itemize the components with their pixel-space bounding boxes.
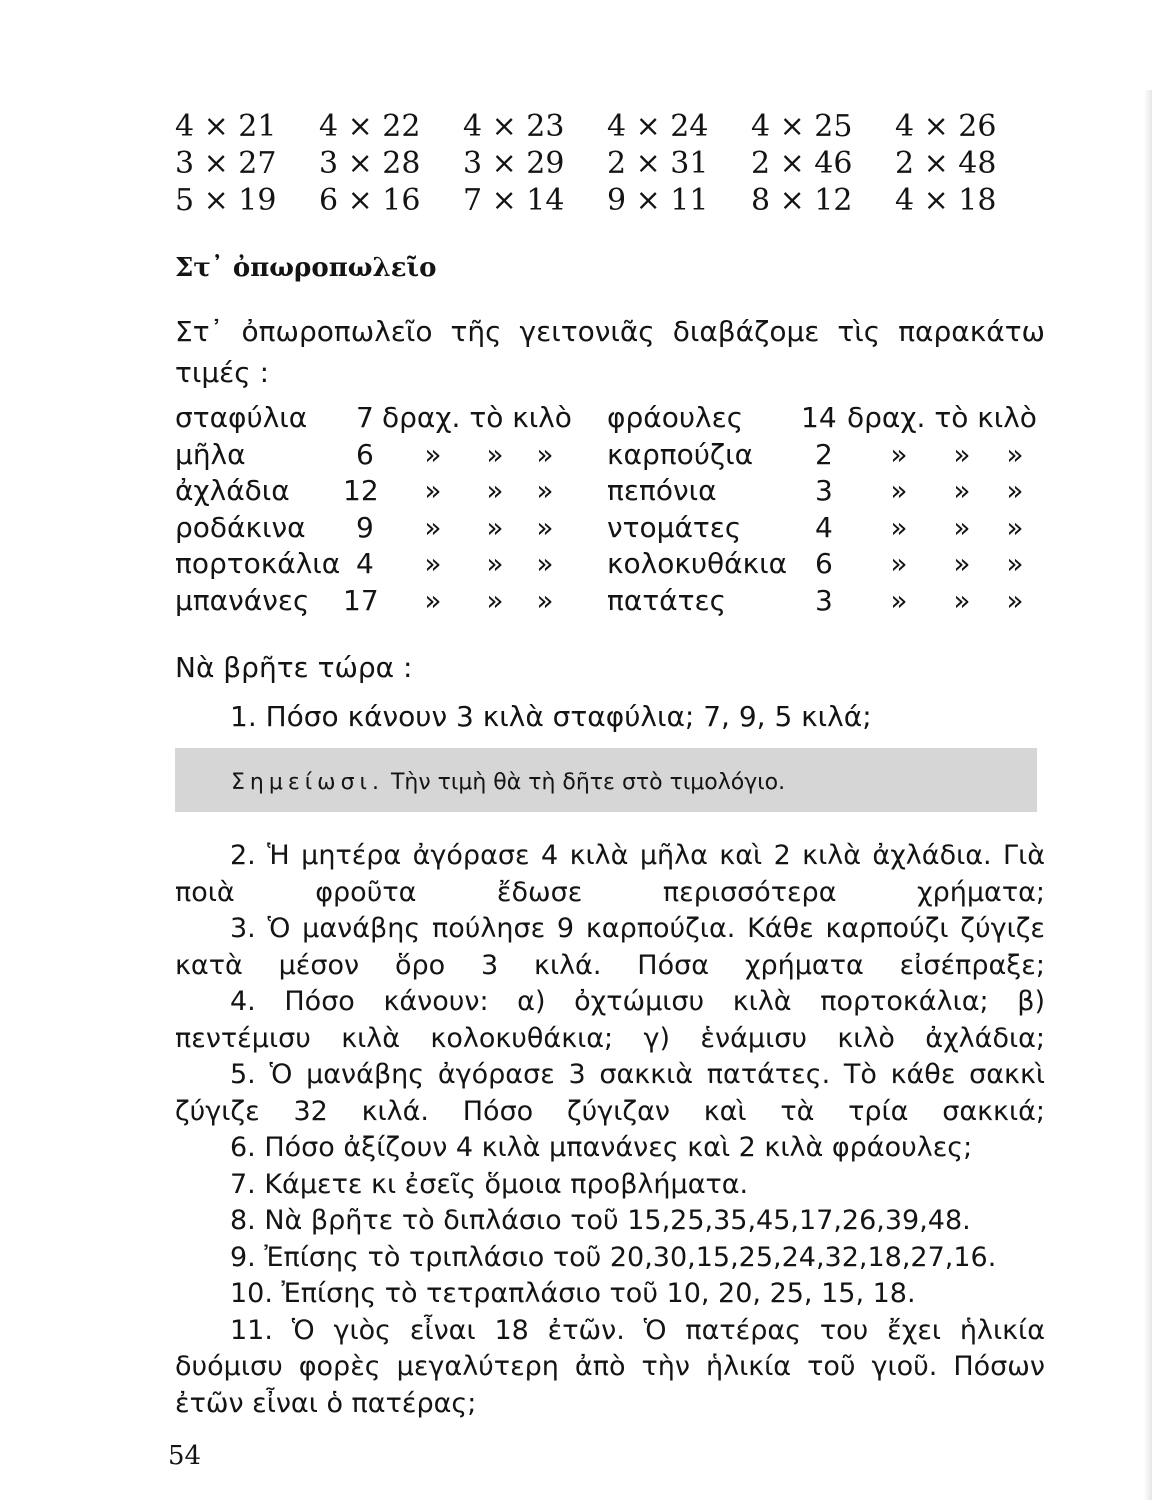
multiplication-item: 4 × 18: [895, 183, 997, 218]
multiplication-item: 4 × 25: [751, 109, 853, 144]
ditto-mark: »: [890, 510, 908, 544]
intro-paragraph: Στ᾿ ὀπωροπωλεῖο τῆς γειτονιᾶς διαβάζομε τὶς παρακάτω τιμές :: [175, 315, 1045, 389]
multiplication-item: 3 × 28: [319, 146, 421, 181]
problem-item: 8. Νὰ βρῆτε τὸ διπλάσιο τοῦ 15,25,35,45,17,26,39,48.: [230, 1205, 971, 1236]
ditto-mark: »: [953, 547, 971, 580]
produce-price: 6: [815, 547, 833, 580]
note-label: Σημείωσι.: [231, 770, 384, 795]
ditto-mark: »: [424, 547, 442, 580]
page-edge-shadow: [1144, 90, 1152, 1500]
multiplication-item: 8 × 12: [751, 183, 853, 218]
ditto-mark: »: [890, 437, 908, 471]
note-text: Τὴν τιμὴ θὰ τὴ δῆτε στὸ τιμολόγιο.: [390, 770, 786, 795]
problem-item: 4. Πόσο κάνουν: α) ὀχτώμισυ κιλὰ πορτοκάλια; β) πεντέμισυ κιλὰ κολοκυθάκια; γ) ἑνάμισυ κιλὸ ἀχλάδια;: [175, 986, 1045, 1054]
produce-name: κολοκυθάκια: [607, 547, 788, 580]
produce-name: πεπόνια: [607, 474, 717, 507]
multiplication-item: 2 × 48: [895, 146, 997, 181]
ditto-mark: »: [953, 437, 971, 471]
produce-name: πατάτες: [607, 583, 727, 617]
produce-unit: δραχ. τὸ κιλὸ: [847, 401, 1037, 434]
problem-item: 10. Ἐπίσης τὸ τετραπλάσιο τοῦ 10, 20, 25, 15, 18.: [230, 1278, 916, 1309]
ditto-mark: »: [486, 547, 504, 580]
fruit-name: ροδάκινα: [175, 510, 306, 544]
ditto-mark: »: [486, 510, 504, 544]
fruit-price: 12: [343, 474, 379, 507]
ditto-mark: »: [1006, 437, 1024, 471]
problem-item: 3. Ὁ μανάβης πούλησε 9 καρπούζια. Κάθε καρπούζι ζύγιζε κατὰ μέσον ὅρο 3 κιλά. Πόσα χρήματα εἰσέπραξε;: [175, 913, 1045, 981]
ditto-mark: »: [953, 583, 971, 617]
problem-item: 6. Πόσο ἀξίζουν 4 κιλὰ μπανάνες καὶ 2 κιλὰ φράουλες;: [230, 1132, 973, 1163]
multiplication-exercise-grid: [175, 108, 1039, 219]
problem-item: 9. Ἐπίσης τὸ τριπλάσιο τοῦ 20,30,15,25,24,32,18,27,16.: [230, 1241, 997, 1273]
fruit-name: σταφύλια: [175, 401, 308, 434]
fruit-name: μπανάνες: [175, 583, 310, 617]
note-box: [175, 748, 1037, 812]
multiplication-item: 4 × 24: [607, 109, 709, 144]
produce-price: 3: [815, 474, 833, 507]
task-1: 1. Πόσο κάνουν 3 κιλὰ σταφύλια; 7, 9, 5 κιλά;: [230, 700, 872, 733]
multiplication-item: 3 × 29: [463, 146, 565, 181]
produce-name: ντομάτες: [607, 510, 742, 544]
fruit-price: 7: [356, 401, 374, 434]
ditto-mark: »: [890, 474, 908, 507]
note: [231, 770, 785, 795]
section-title: Στ᾿ ὀπωροπωλεῖο: [175, 253, 437, 283]
problem-item: 7. Κάμετε κι ἐσεῖς ὅμοια προβλήματα.: [230, 1168, 749, 1200]
ditto-mark: »: [1006, 474, 1024, 507]
ditto-mark: »: [536, 583, 554, 617]
fruit-price: 6: [356, 437, 374, 471]
ditto-mark: »: [890, 583, 908, 617]
multiplication-item: 2 × 46: [751, 146, 853, 181]
produce-price: 2: [815, 437, 833, 471]
page-number: 54: [168, 1441, 202, 1471]
ditto-mark: »: [486, 437, 504, 471]
multiplication-item: 2 × 31: [607, 146, 709, 181]
multiplication-item: 4 × 26: [895, 109, 997, 144]
produce-name: καρπούζια: [607, 437, 754, 471]
fruit-name: ἀχλάδια: [175, 474, 290, 507]
problem-item: 5. Ὁ μανάβης ἀγόρασε 3 σακκιὰ πατάτες. Τὸ κάθε σακκὶ ζύγιζε 32 κιλά. Πόσο ζύγιζαν καὶ τὰ τρία σακκιά;: [175, 1059, 1045, 1127]
multiplication-item: 4 × 22: [319, 109, 421, 144]
produce-price: 3: [815, 583, 833, 617]
ditto-mark: »: [536, 547, 554, 580]
ditto-mark: »: [536, 437, 554, 471]
produce-name: φράουλες: [607, 401, 744, 434]
ditto-mark: »: [424, 510, 442, 544]
ditto-mark: »: [424, 437, 442, 471]
ditto-mark: »: [486, 583, 504, 617]
multiplication-item: 3 × 27: [175, 146, 277, 181]
fruit-name: μῆλα: [175, 437, 246, 471]
ditto-mark: »: [536, 474, 554, 507]
multiplication-item: 4 × 21: [175, 109, 277, 144]
ditto-mark: »: [424, 474, 442, 507]
ditto-mark: »: [953, 474, 971, 507]
fruit-price: 17: [343, 583, 379, 617]
produce-price: 14: [801, 401, 837, 434]
ditto-mark: »: [424, 583, 442, 617]
produce-price: 4: [815, 510, 833, 544]
multiplication-item: 4 × 23: [463, 109, 565, 144]
problem-item: 11. Ὁ γιὸς εἶναι 18 ἐτῶν. Ὁ πατέρας του ἔχει ἡλικία δυόμισυ φορὲς μεγαλύτερη ἀπὸ τὴν ἡλικία τοῦ γιοῦ. Πόσων ἐτῶν εἶναι ὁ πατέρας;: [175, 1314, 1045, 1419]
ditto-mark: »: [1006, 547, 1024, 580]
ditto-mark: »: [536, 510, 554, 544]
ditto-mark: »: [1006, 510, 1024, 544]
ditto-mark: »: [890, 547, 908, 580]
multiplication-item: 5 × 19: [175, 183, 277, 218]
fruit-price: 4: [356, 547, 374, 580]
ditto-mark: »: [486, 474, 504, 507]
fruit-unit: δραχ. τὸ κιλὸ: [382, 401, 572, 434]
multiplication-item: 7 × 14: [463, 183, 565, 218]
task-intro: Νὰ βρῆτε τώρα :: [175, 651, 413, 684]
fruit-price: 9: [356, 510, 374, 544]
ditto-mark: »: [953, 510, 971, 544]
multiplication-item: 6 × 16: [319, 183, 421, 218]
problem-item: 2. Ἡ μητέρα ἀγόρασε 4 κιλὰ μῆλα καὶ 2 κιλὰ ἀχλάδια. Γιὰ ποιὰ φροῦτα ἔδωσε περισσότερα χρήματα;: [175, 840, 1045, 908]
problem-list: [175, 838, 1045, 1422]
multiplication-item: 9 × 11: [607, 183, 709, 218]
fruit-name: πορτοκάλια: [175, 547, 341, 580]
ditto-mark: »: [1006, 583, 1024, 617]
